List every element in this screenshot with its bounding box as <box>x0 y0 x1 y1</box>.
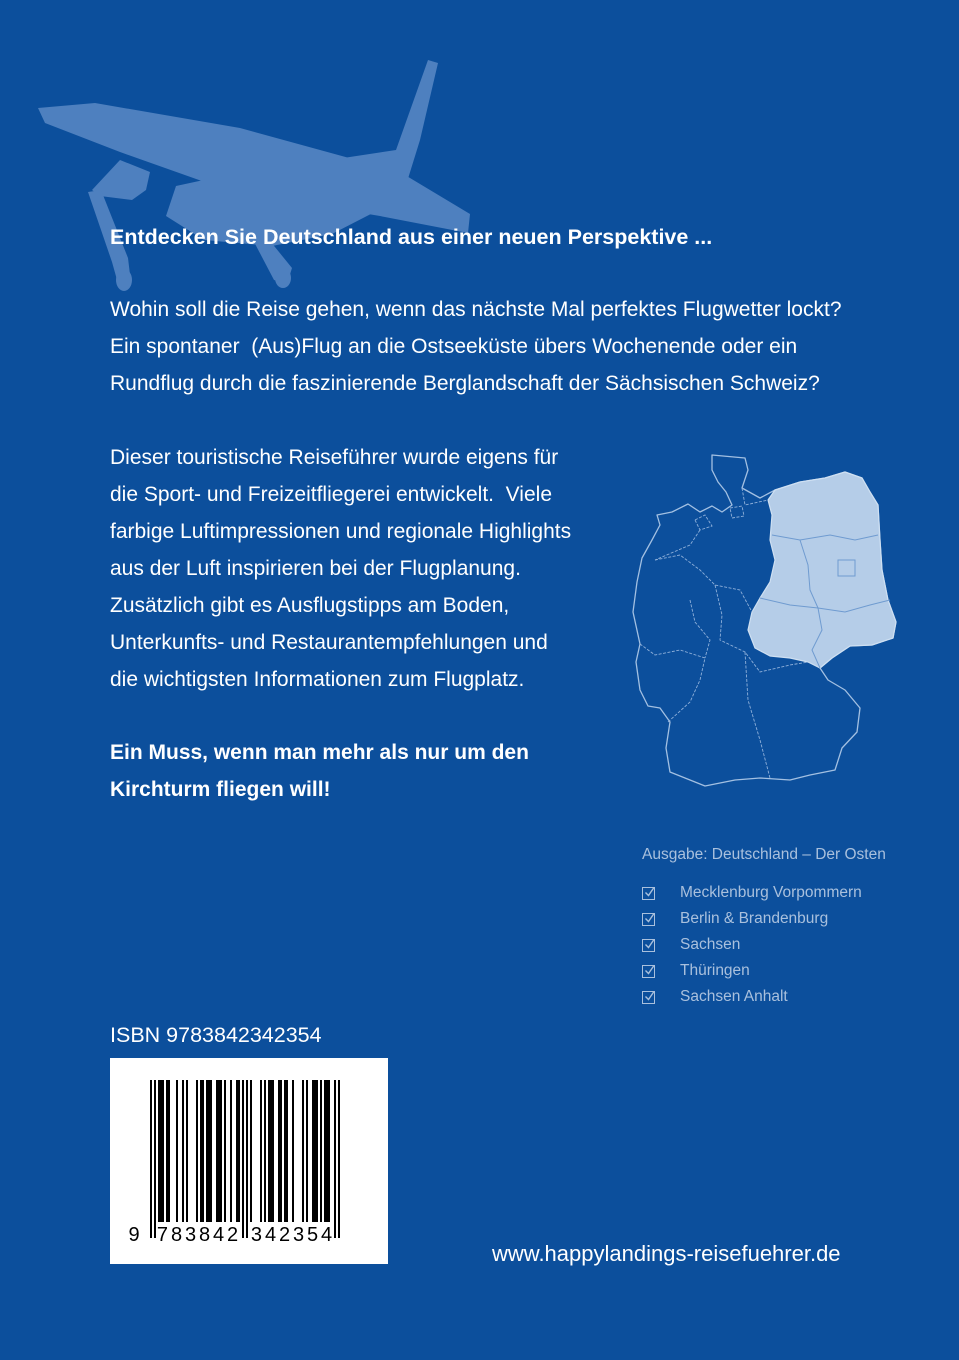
isbn-number: ISBN 9783842342354 <box>110 1023 322 1047</box>
intro-line: Wohin soll die Reise gehen, wenn das nächste Mal perfektes Flugwetter lockt? <box>110 298 842 321</box>
barcode-bar <box>200 1080 204 1222</box>
barcode-bar <box>154 1080 156 1238</box>
website-url[interactable]: www.happylandings-reisefuehrer.de <box>492 1241 841 1266</box>
tagline-line: Ein Muss, wenn man mehr als nur um den <box>110 741 529 764</box>
region-label: Thüringen <box>680 962 750 979</box>
list-item <box>642 880 862 906</box>
intro-line: Ein spontaner (Aus)Flug an die Ostseeküste übers Wochenende oder ein <box>110 335 798 358</box>
barcode-bar <box>246 1080 248 1238</box>
region-label: Berlin & Brandenburg <box>680 910 829 927</box>
barcode-bar <box>186 1080 188 1222</box>
barcode-bar <box>312 1080 318 1222</box>
barcode-bar <box>242 1080 244 1238</box>
barcode-bar <box>166 1080 170 1222</box>
description-paragraph <box>110 439 571 698</box>
barcode-bar <box>306 1080 308 1222</box>
eastern-states-region <box>748 472 896 668</box>
barcode-bar <box>230 1080 232 1222</box>
intro-line: Rundflug durch die faszinierende Berglandschaft der Sächsischen Schweiz? <box>110 372 820 395</box>
barcode-bar <box>302 1080 304 1222</box>
barcode-bar <box>224 1080 226 1222</box>
barcode-right-digits: 342354 <box>250 1224 336 1246</box>
barcode-bars <box>110 1058 388 1264</box>
intro-paragraph <box>110 291 842 402</box>
barcode-bar <box>150 1080 152 1238</box>
description-line: Zusätzlich gibt es Ausflugstipps am Boden, <box>110 594 510 617</box>
heading: Entdecken Sie Deutschland aus einer neuen Perspektive ... <box>110 225 713 249</box>
region-label: Sachsen <box>680 936 741 953</box>
barcode <box>110 1058 388 1264</box>
barcode-bar <box>250 1080 252 1222</box>
barcode-bar <box>196 1080 198 1222</box>
barcode-bar <box>176 1080 178 1222</box>
barcode-first-digit: 9 <box>128 1224 140 1246</box>
barcode-bar <box>158 1080 164 1222</box>
barcode-bar <box>338 1080 340 1238</box>
region-label: Sachsen Anhalt <box>680 988 788 1005</box>
region-label: Mecklenburg Vorpommern <box>680 884 862 901</box>
edition-region-list <box>642 880 862 1010</box>
tagline <box>110 734 529 808</box>
germany-map <box>630 445 900 790</box>
description-line: aus der Luft inspirieren bei der Flugplanung. <box>110 557 521 580</box>
barcode-bar <box>320 1080 322 1222</box>
list-item <box>642 958 862 984</box>
checkbox-checked-icon <box>642 913 655 926</box>
description-line: Unterkunfts- und Restaurantempfehlungen und <box>110 631 548 654</box>
list-item <box>642 906 862 932</box>
barcode-bar <box>236 1080 240 1222</box>
description-line: die Sport- und Freizeitfliegerei entwickelt. Viele <box>110 483 552 506</box>
edition-label: Ausgabe: Deutschland – Der Osten <box>642 846 886 863</box>
barcode-bar <box>206 1080 212 1222</box>
checkbox-checked-icon <box>642 939 655 952</box>
description-line: die wichtigsten Informationen zum Flugplatz. <box>110 668 525 691</box>
barcode-bar <box>260 1080 262 1222</box>
checkbox-checked-icon <box>642 965 655 978</box>
barcode-bar <box>264 1080 266 1222</box>
list-item <box>642 984 862 1010</box>
barcode-bar <box>292 1080 294 1222</box>
airplane-silhouette <box>0 0 500 300</box>
barcode-bar <box>278 1080 282 1222</box>
tagline-line: Kirchturm fliegen will! <box>110 778 331 801</box>
checkbox-checked-icon <box>642 991 655 1004</box>
barcode-bar <box>334 1080 336 1238</box>
barcode-bar <box>216 1080 222 1222</box>
list-item <box>642 932 862 958</box>
barcode-bar <box>182 1080 184 1222</box>
barcode-left-digits: 783842 <box>156 1224 242 1246</box>
barcode-bar <box>268 1080 274 1222</box>
description-line: farbige Luftimpressionen und regionale Highlights <box>110 520 572 543</box>
description-line: Dieser touristische Reiseführer wurde eigens für <box>110 446 559 469</box>
barcode-bar <box>324 1080 330 1222</box>
checkbox-checked-icon <box>642 887 655 900</box>
barcode-bar <box>284 1080 288 1222</box>
